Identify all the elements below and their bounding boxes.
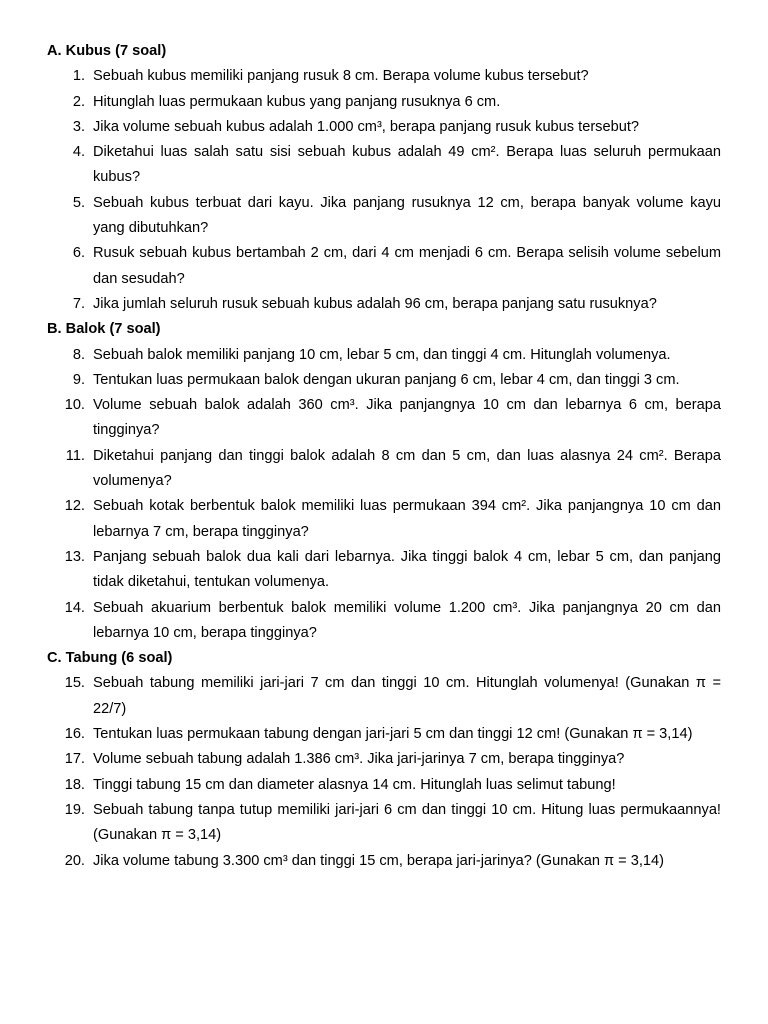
question-number: 19. (64, 801, 85, 818)
question-number: 2. (72, 93, 85, 110)
question-item (47, 849, 721, 874)
question-text: Jika volume tabung 3.300 cm³ dan tinggi 15 cm, berapa jari-jarinya? (Gunakan π = 3,14) (93, 852, 665, 869)
question-item (47, 747, 721, 772)
question-item (47, 722, 721, 747)
question-number: 8. (72, 346, 85, 363)
question-item (47, 393, 721, 444)
question-text: Diketahui panjang dan tinggi balok adalah 8 cm dan 5 cm, dan luas alasnya 24 cm². Berapa volumenya? (93, 447, 721, 490)
question-item (47, 90, 721, 115)
question-number: 11. (65, 447, 85, 464)
question-text: Jika jumlah seluruh rusuk sebuah kubus adalah 96 cm, berapa panjang satu rusuknya? (93, 295, 657, 312)
section-heading: C. Tabung (6 soal) (47, 650, 173, 667)
document-body (47, 39, 721, 874)
question-number: 1. (72, 68, 85, 85)
question-item (47, 241, 721, 292)
question-text: Sebuah kubus terbuat dari kayu. Jika panjang rusuknya 12 cm, berapa banyak volume kayu yang dibutuhkan? (93, 194, 721, 237)
question-text: Rusuk sebuah kubus bertambah 2 cm, dari 4 cm menjadi 6 cm. Berapa selisih volume sebelum dan sesudah? (93, 245, 721, 287)
question-text: Jika volume sebuah kubus adalah 1.000 cm³, berapa panjang rusuk kubus tersebut? (93, 118, 639, 135)
question-text: Sebuah balok memiliki panjang 10 cm, lebar 5 cm, dan tinggi 4 cm. Hitunglah volumenya. (93, 346, 671, 363)
question-item (47, 798, 721, 849)
question-text: Volume sebuah balok adalah 360 cm³. Jika panjangnya 10 cm dan lebarnya 6 cm, berapa tingginya? (93, 397, 721, 439)
question-number: 17. (64, 751, 85, 768)
question-text: Tentukan luas permukaan balok dengan ukuran panjang 6 cm, lebar 4 cm, dan tinggi 3 cm. (93, 371, 680, 388)
question-text: Volume sebuah tabung adalah 1.386 cm³. Jika jari-jarinya 7 cm, berapa tingginya? (93, 751, 625, 768)
question-item (47, 64, 721, 89)
question-item (47, 343, 721, 368)
question-item (47, 671, 721, 722)
question-text: Sebuah kotak berbentuk balok memiliki luas permukaan 394 cm². Jika panjangnya 10 cm dan lebarnya 7 cm, berapa tingginya? (93, 498, 721, 540)
question-number: 7. (72, 295, 85, 312)
question-text: Tentukan luas permukaan tabung dengan jari-jari 5 cm dan tinggi 12 cm! (Gunakan π = 3,14) (93, 726, 693, 743)
question-number: 15. (64, 675, 85, 692)
question-item (47, 545, 721, 596)
question-number: 18. (64, 776, 85, 793)
question-number: 5. (72, 194, 85, 211)
question-text: Panjang sebuah balok dua kali dari lebarnya. Jika tinggi balok 4 cm, lebar 5 cm, dan panjang tidak diketahui, tentukan volumenya. (93, 548, 721, 591)
question-text: Hitunglah luas permukaan kubus yang panjang rusuknya 6 cm. (93, 93, 501, 110)
question-list (47, 64, 721, 317)
question-text: Sebuah tabung memiliki jari-jari 7 cm dan tinggi 10 cm. Hitunglah volumenya! (Gunakan π = 22/7) (93, 675, 721, 717)
question-number: 10. (64, 397, 85, 414)
question-text: Tinggi tabung 15 cm dan diameter alasnya 14 cm. Hitunglah luas selimut tabung! (93, 776, 616, 793)
question-item (47, 140, 721, 191)
question-number: 9. (72, 371, 85, 388)
question-number: 4. (72, 144, 85, 161)
question-number: 16. (64, 726, 85, 743)
section-heading: A. Kubus (7 soal) (47, 43, 167, 59)
question-item (47, 191, 721, 242)
question-item (47, 115, 721, 140)
question-item (47, 494, 721, 545)
question-item (47, 773, 721, 798)
question-number: 14. (64, 599, 85, 616)
question-item (47, 368, 721, 393)
question-number: 3. (72, 118, 85, 135)
question-number: 12. (64, 498, 85, 515)
question-text: Sebuah tabung tanpa tutup memiliki jari-jari 6 cm dan tinggi 10 cm. Hitung luas permukaannya! (Gunakan π = 3,14) (93, 801, 721, 844)
question-item (47, 292, 721, 317)
question-text: Sebuah akuarium berbentuk balok memiliki volume 1.200 cm³. Jika panjangnya 20 cm dan lebarnya 10 cm, berapa tingginya? (93, 599, 721, 641)
question-list (47, 671, 721, 873)
question-number: 20. (64, 852, 85, 869)
question-number: 6. (72, 245, 85, 262)
question-list (47, 343, 721, 647)
section-balok (47, 317, 721, 646)
question-item (47, 596, 721, 647)
section-tabung (47, 646, 721, 874)
question-item (47, 444, 721, 495)
question-text: Sebuah kubus memiliki panjang rusuk 8 cm. Berapa volume kubus tersebut? (93, 68, 589, 85)
section-heading: B. Balok (7 soal) (47, 321, 161, 338)
section-kubus (47, 39, 721, 317)
question-number: 13. (64, 548, 85, 565)
question-text: Diketahui luas salah satu sisi sebuah kubus adalah 49 cm². Berapa luas seluruh permukaan kubus? (93, 144, 721, 186)
